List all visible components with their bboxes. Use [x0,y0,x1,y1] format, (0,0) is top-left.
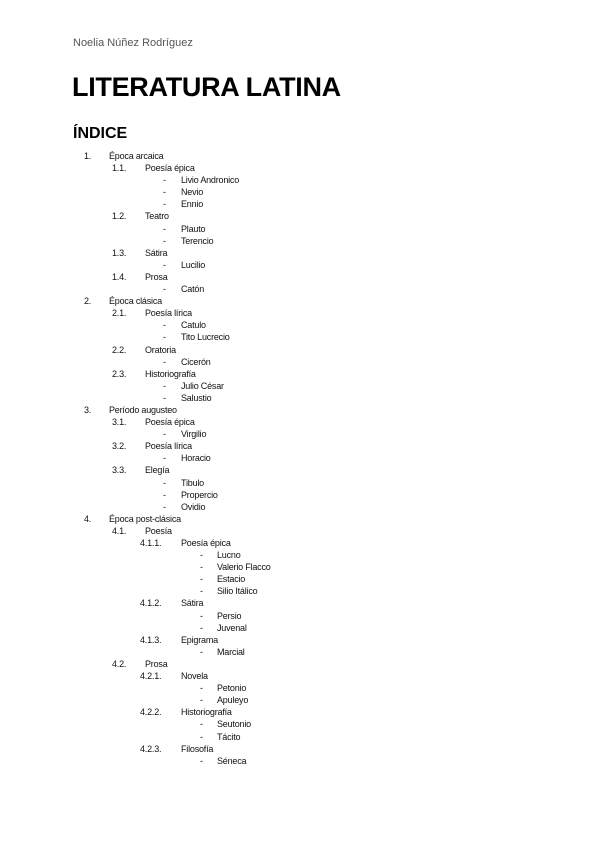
toc-entry [0,295,599,307]
toc-label: Poesía lírica [145,308,192,319]
toc-label: Salustio [181,392,212,403]
toc-label: Oratoria [145,344,176,355]
toc-number: 3.2. [112,441,127,452]
toc-label: Poesía lírica [145,441,192,452]
toc-entry [0,525,599,537]
toc-number: 2.2. [112,344,127,355]
toc-label: Lucno [217,550,241,561]
toc-label: Poesía épica [145,417,195,428]
toc-label: Livio Andronico [181,175,240,186]
toc-label: Terencio [181,235,214,246]
toc-entry [0,549,599,561]
toc-entry [0,501,599,513]
toc-number: 2.1. [112,308,127,319]
toc-number: 4.2.3. [140,743,162,754]
toc-entry [0,561,599,573]
toc-bullet: - [200,755,203,766]
toc-label: Tibulo [181,477,204,488]
toc-number: 1.1. [112,163,127,174]
toc-bullet: - [200,562,203,573]
toc-label: Horacio [181,453,211,464]
toc-label: Sátira [145,247,168,258]
toc-number: 4.1.2. [140,598,162,609]
toc-entry [0,392,599,404]
toc-bullet: - [163,477,166,488]
toc-entry [0,731,599,743]
toc-label: Persio [217,610,242,621]
toc-bullet: - [200,550,203,561]
toc-number: 3.3. [112,465,127,476]
toc-label: Historiografía [145,368,196,379]
toc-label: Novela [181,671,208,682]
toc-entry [0,319,599,331]
toc-label: Virgilio [181,429,207,440]
toc-entry [0,755,599,767]
toc-label: Juvenal [217,622,247,633]
toc-bullet: - [163,489,166,500]
toc-entry [0,610,599,622]
toc-entry [0,706,599,718]
toc-label: Tito Lucrecio [181,332,230,343]
toc-entry [0,670,599,682]
toc-bullet: - [200,683,203,694]
toc-label: Prosa [145,658,168,669]
toc-bullet: - [200,731,203,742]
toc-number: 4.2. [112,658,127,669]
toc-bullet: - [163,429,166,440]
toc-label: Época arcaica [109,151,164,161]
toc-entry [0,428,599,440]
toc-label: Plauto [181,223,206,234]
toc-label: Valerio Flacco [217,562,271,573]
index-heading: ÍNDICE [73,125,128,142]
toc-entry [0,489,599,501]
toc-label: Elegía [145,465,170,476]
toc-entry [0,573,599,585]
toc-entry [0,537,599,549]
toc-label: Filosofía [181,743,214,754]
toc-bullet: - [163,380,166,391]
toc-entry [0,247,599,259]
toc-number: 2. [84,296,92,307]
document-title: LITERATURA LATINA [72,72,341,102]
toc-label: Séneca [217,755,247,766]
toc-entry [0,743,599,755]
toc-number: 4.2.1. [140,671,162,682]
toc-entry [0,174,599,186]
toc-number: 1.4. [112,271,127,282]
toc-label: Poesía épica [181,538,231,548]
toc-bullet: - [163,332,166,343]
toc-bullet: - [163,284,166,295]
toc-entry [0,416,599,428]
toc-label: Poesía [145,525,172,536]
toc-label: Epigrama [181,634,218,645]
toc-number: 1.3. [112,247,127,258]
toc-entry [0,440,599,452]
toc-entry [0,694,599,706]
toc-label: Cicerón [181,356,211,367]
table-of-contents [0,150,599,767]
toc-label: Período augusteo [109,404,177,415]
toc-entry [0,307,599,319]
toc-label: Época clásica [109,296,162,307]
toc-entry [0,682,599,694]
toc-bullet: - [200,610,203,621]
toc-entry [0,634,599,646]
toc-label: Petonio [217,683,247,694]
toc-entry [0,331,599,343]
toc-bullet: - [163,320,166,331]
toc-entry [0,356,599,368]
toc-label: Catón [181,284,205,295]
toc-entry [0,380,599,392]
toc-entry [0,404,599,416]
toc-number: 1.2. [112,211,127,222]
toc-entry [0,452,599,464]
toc-bullet: - [163,187,166,198]
toc-number: 2.3. [112,368,127,379]
toc-label: Sátira [181,598,204,609]
toc-bullet: - [200,695,203,706]
toc-number: 3. [84,404,92,415]
toc-entry [0,585,599,597]
toc-entry [0,464,599,476]
toc-label: Teatro [145,211,169,222]
toc-number: 4.1. [112,525,127,536]
toc-bullet: - [163,356,166,367]
toc-entry [0,513,599,525]
toc-bullet: - [200,719,203,730]
toc-label: Estacio [217,574,246,585]
toc-entry [0,198,599,210]
toc-label: Marcial [217,646,245,657]
toc-entry [0,235,599,247]
toc-number: 4. [84,513,92,524]
toc-entry [0,597,599,609]
toc-label: Lucilio [181,259,206,270]
toc-entry [0,368,599,380]
toc-entry [0,718,599,730]
toc-label: Tácito [217,731,241,742]
toc-bullet: - [200,574,203,585]
toc-label: Ovidio [181,501,206,512]
toc-label: Apuleyo [217,695,249,706]
toc-bullet: - [163,392,166,403]
toc-number: 1. [84,151,92,161]
toc-entry [0,271,599,283]
toc-entry [0,283,599,295]
toc-entry [0,622,599,634]
toc-label: Época post-clásica [109,513,181,524]
toc-bullet: - [200,586,203,597]
toc-number: 4.2.2. [140,707,162,718]
toc-number: 3.1. [112,417,127,428]
toc-label: Propercio [181,489,218,500]
toc-entry [0,223,599,235]
toc-bullet: - [163,453,166,464]
toc-bullet: - [163,501,166,512]
toc-label: Julio César [181,380,224,391]
toc-number: 4.1.3. [140,634,162,645]
toc-entry [0,259,599,271]
toc-label: Silio Itálico [217,586,258,597]
toc-entry [0,646,599,658]
toc-number: 4.1.1. [140,538,162,548]
toc-entry [0,162,599,174]
toc-bullet: - [200,646,203,657]
toc-bullet: - [163,235,166,246]
toc-entry [0,186,599,198]
toc-entry [0,150,599,162]
toc-entry [0,210,599,222]
toc-bullet: - [200,622,203,633]
toc-entry [0,344,599,356]
author-name: Noelia Núñez Rodríguez [73,37,193,49]
toc-bullet: - [163,223,166,234]
toc-label: Nevio [181,187,204,198]
toc-bullet: - [163,259,166,270]
toc-entry [0,658,599,670]
toc-bullet: - [163,199,166,210]
toc-label: Poesía épica [145,163,195,174]
toc-bullet: - [163,175,166,186]
toc-entry [0,477,599,489]
toc-label: Catulo [181,320,206,331]
toc-label: Seutonio [217,719,251,730]
toc-label: Ennio [181,199,204,210]
toc-label: Historiografía [181,707,232,718]
toc-label: Prosa [145,271,168,282]
